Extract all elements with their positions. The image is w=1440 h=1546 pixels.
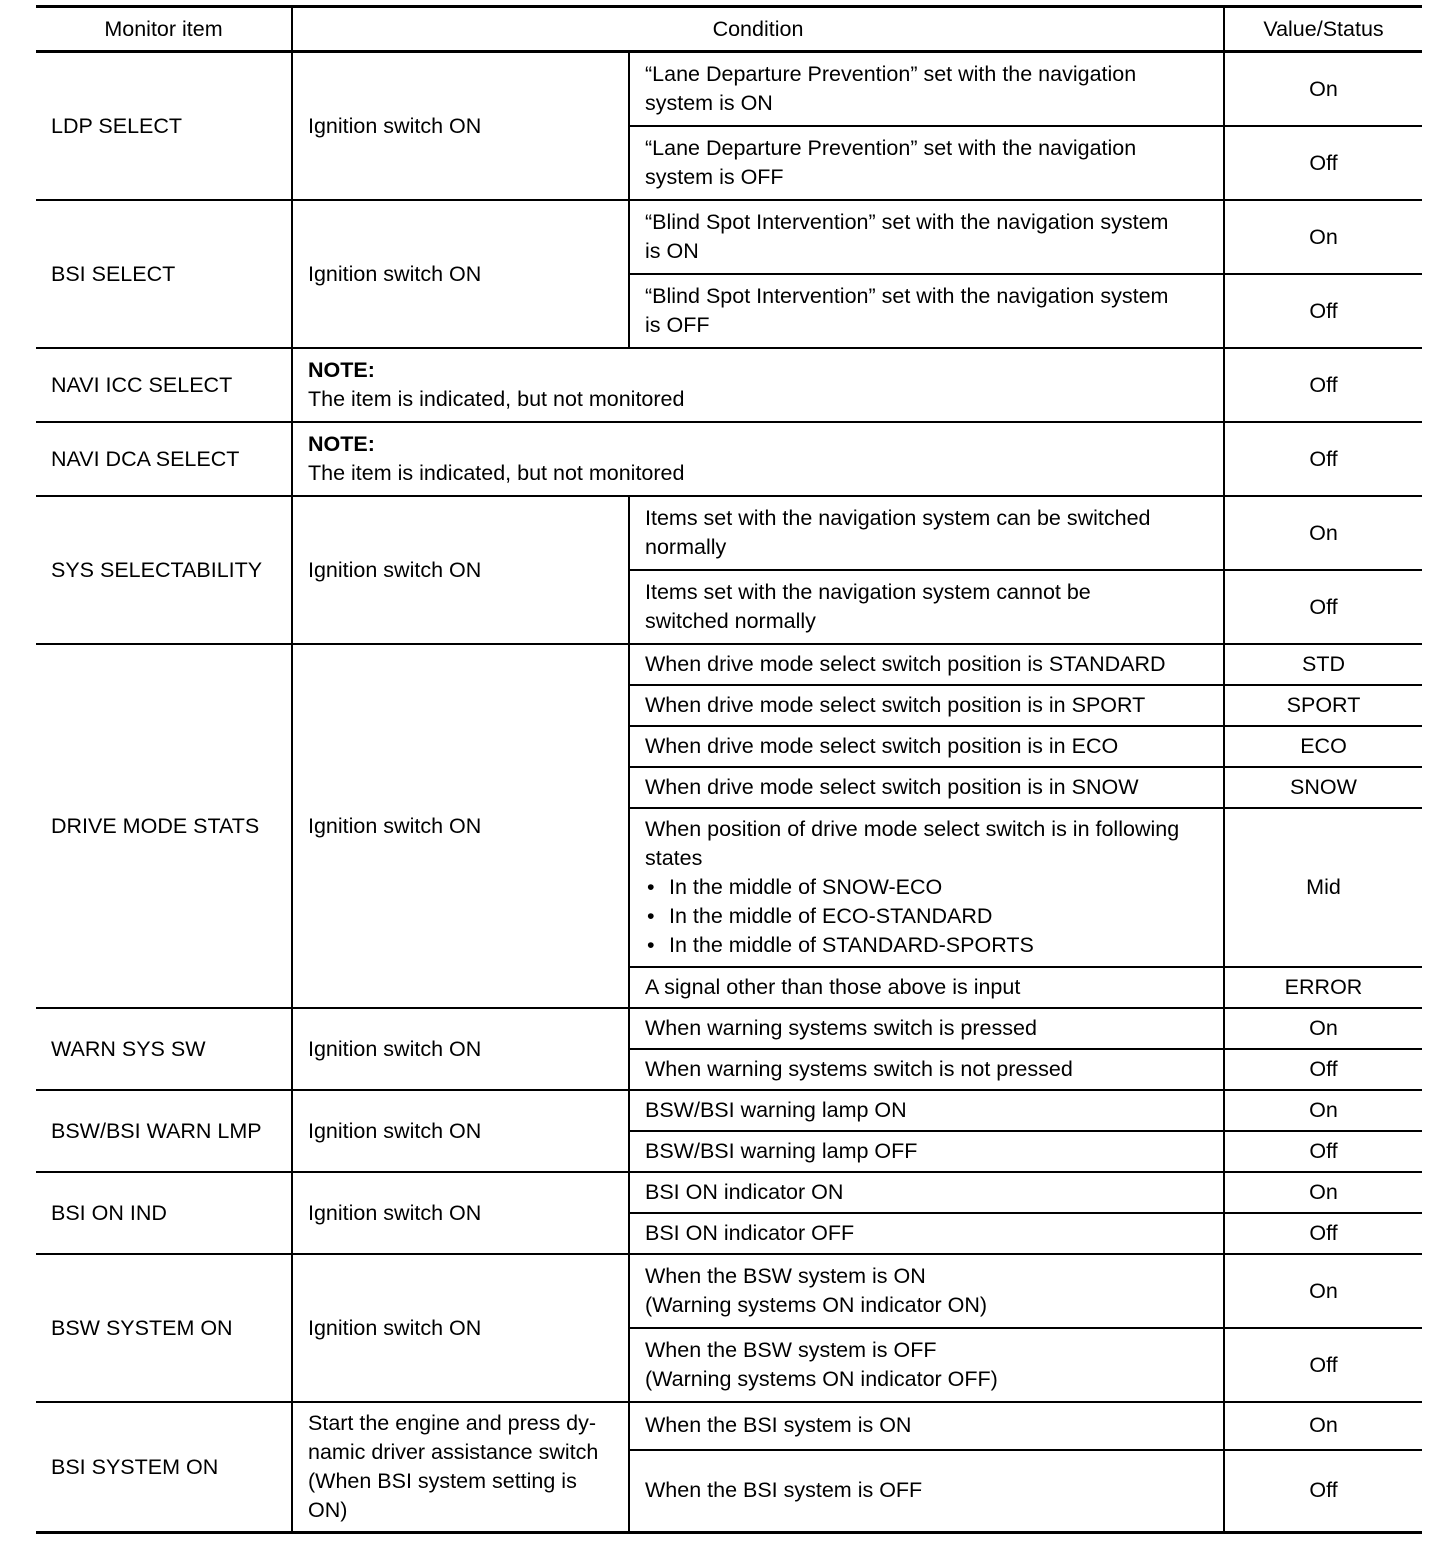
condition-cell: Ignition switch ON [292,1090,629,1172]
value-cell: ERROR [1224,967,1422,1008]
header-monitor-item: Monitor item [36,7,292,52]
condition-cell: Ignition switch ON [292,200,629,348]
monitor-item-table [36,5,1422,1534]
value-cell: Off [1224,1450,1422,1533]
list-item: • In the middle of SNOW-ECO [645,873,1215,902]
value-cell: SNOW [1224,767,1422,808]
condition-cell: Ignition switch ON [292,496,629,644]
monitor-item-cell: BSW/BSI WARN LMP [36,1090,292,1172]
value-cell: On [1224,200,1422,274]
condition-cell: Ignition switch ON [292,52,629,201]
condition-line: (When BSI system setting is [308,1469,577,1493]
monitor-item-cell: NAVI DCA SELECT [36,422,292,496]
condition-line: is OFF [645,313,710,337]
note-cell [292,348,1224,422]
condition-line: (Warning systems ON indicator OFF) [645,1367,998,1391]
condition-line: When the BSW system is ON [645,1264,926,1288]
value-cell: Off [1224,126,1422,200]
header-value-status: Value/Status [1224,7,1422,52]
value-cell: Off [1224,570,1422,644]
monitor-item-cell: DRIVE MODE STATS [36,644,292,1008]
sub-condition-cell [629,274,1224,348]
sub-condition-cell [629,570,1224,644]
sub-condition-cell: A signal other than those above is input [629,967,1224,1008]
header-row [36,7,1422,52]
condition-cell: Ignition switch ON [292,644,629,1008]
note-text: The item is indicated, but not monitored [308,461,685,485]
sub-condition-cell [629,52,1224,127]
value-cell: SPORT [1224,685,1422,726]
value-cell: STD [1224,644,1422,685]
condition-line: When position of drive mode select switch is in following [645,817,1180,841]
monitor-item-cell: WARN SYS SW [36,1008,292,1090]
table-row [36,1172,1422,1213]
sub-condition-cell: BSI ON indicator ON [629,1172,1224,1213]
table-row [36,200,1422,274]
monitor-item-cell: BSW SYSTEM ON [36,1254,292,1402]
note-label: NOTE: [308,432,375,456]
sub-condition-cell [629,1328,1224,1402]
bullet-list [645,873,1215,960]
value-cell: On [1224,1172,1422,1213]
sub-condition-cell: BSW/BSI warning lamp ON [629,1090,1224,1131]
value-cell: Off [1224,348,1422,422]
value-cell: On [1224,496,1422,570]
condition-line: “Blind Spot Intervention” set with the navigation system [645,210,1169,234]
table-row [36,52,1422,127]
condition-line: system is ON [645,91,773,115]
sub-condition-cell: When the BSI system is ON [629,1402,1224,1450]
condition-cell: Ignition switch ON [292,1172,629,1254]
value-cell: Off [1224,1131,1422,1172]
value-cell: Off [1224,1049,1422,1090]
table-row [36,496,1422,570]
sub-condition-cell: When warning systems switch is pressed [629,1008,1224,1049]
list-item: • In the middle of STANDARD-SPORTS [645,931,1215,960]
condition-line: normally [645,535,727,559]
condition-line: Items set with the navigation system can be switched [645,506,1151,530]
condition-line: is ON [645,239,699,263]
table-row [36,1254,1422,1328]
table-row [36,1008,1422,1049]
value-cell: Off [1224,1328,1422,1402]
condition-line: ON) [308,1498,348,1522]
condition-line: “Lane Departure Prevention” set with the navigation [645,136,1137,160]
condition-line: system is OFF [645,165,784,189]
value-cell: Off [1224,422,1422,496]
monitor-item-cell: LDP SELECT [36,52,292,201]
monitor-item-cell: BSI SYSTEM ON [36,1402,292,1533]
sub-condition-cell [629,808,1224,967]
value-cell: On [1224,1008,1422,1049]
note-text: The item is indicated, but not monitored [308,387,685,411]
value-cell: On [1224,1090,1422,1131]
sub-condition-cell: When warning systems switch is not pressed [629,1049,1224,1090]
condition-line: switched normally [645,609,816,633]
condition-cell: Ignition switch ON [292,1008,629,1090]
sub-condition-cell: When drive mode select switch position is in ECO [629,726,1224,767]
sub-condition-cell: BSI ON indicator OFF [629,1213,1224,1254]
condition-cell [292,1402,629,1533]
list-item: • In the middle of ECO-STANDARD [645,902,1215,931]
table-row [36,348,1422,422]
note-cell [292,422,1224,496]
condition-line: “Lane Departure Prevention” set with the navigation [645,62,1137,86]
sub-condition-cell [629,200,1224,274]
value-cell: ECO [1224,726,1422,767]
value-cell: Mid [1224,808,1422,967]
condition-line: (Warning systems ON indicator ON) [645,1293,988,1317]
sub-condition-cell [629,126,1224,200]
sub-condition-cell [629,496,1224,570]
condition-line: When the BSW system is OFF [645,1338,937,1362]
condition-line: namic driver assistance switch [308,1440,599,1464]
sub-condition-cell: When drive mode select switch position is in SNOW [629,767,1224,808]
sub-condition-cell [629,1254,1224,1328]
value-cell: On [1224,1254,1422,1328]
note-label: NOTE: [308,358,375,382]
sub-condition-cell: BSW/BSI warning lamp OFF [629,1131,1224,1172]
monitor-item-cell: BSI ON IND [36,1172,292,1254]
header-condition: Condition [292,7,1224,52]
sub-condition-cell: When drive mode select switch position is in SPORT [629,685,1224,726]
condition-line: Items set with the navigation system cannot be [645,580,1091,604]
condition-line: states [645,846,703,870]
sub-condition-cell: When drive mode select switch position is STANDARD [629,644,1224,685]
monitor-item-cell: NAVI ICC SELECT [36,348,292,422]
value-cell: Off [1224,1213,1422,1254]
table-row [36,1402,1422,1450]
table-row [36,1090,1422,1131]
table-row [36,422,1422,496]
value-cell: On [1224,52,1422,127]
monitor-item-cell: BSI SELECT [36,200,292,348]
value-cell: On [1224,1402,1422,1450]
condition-line: “Blind Spot Intervention” set with the navigation system [645,284,1169,308]
value-cell: Off [1224,274,1422,348]
monitor-item-cell: SYS SELECTABILITY [36,496,292,644]
condition-cell: Ignition switch ON [292,1254,629,1402]
monitor-table-container [36,5,1422,1534]
condition-line: Start the engine and press dy- [308,1411,597,1435]
sub-condition-cell: When the BSI system is OFF [629,1450,1224,1533]
table-row [36,644,1422,685]
